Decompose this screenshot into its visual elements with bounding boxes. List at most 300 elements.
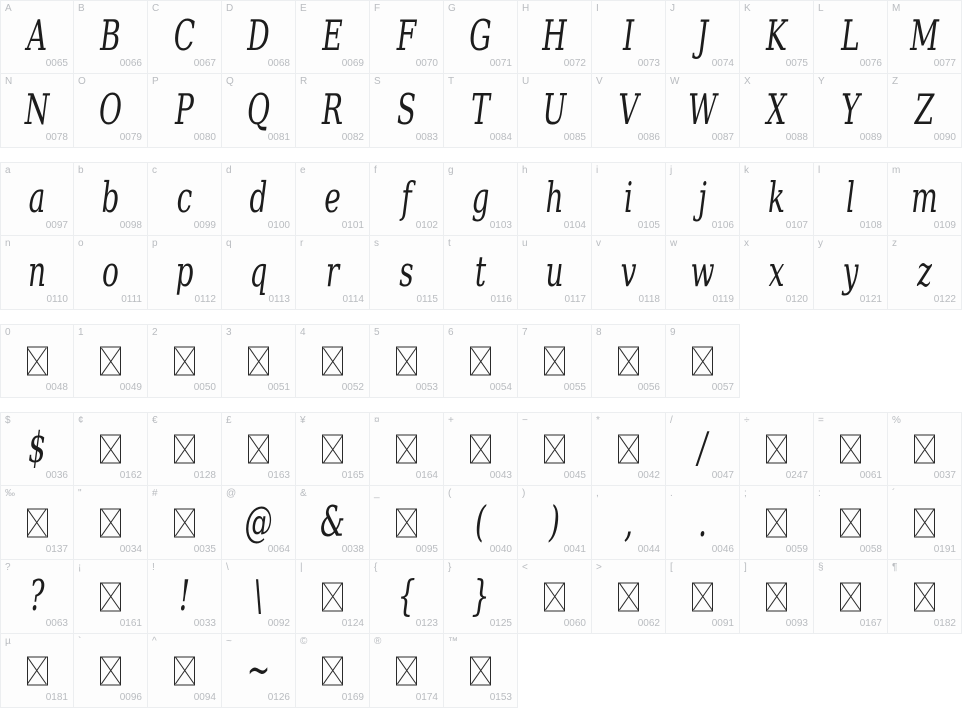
glyph-code-label: 0056 (637, 382, 660, 393)
glyph-code-label: 0091 (711, 618, 734, 629)
glyph-char-label: © (300, 636, 308, 647)
glyph-block-uppercase (0, 0, 970, 148)
glyph-code-label: 0137 (45, 544, 68, 555)
glyph-preview: z (917, 247, 932, 297)
glyph-code-label: 0128 (193, 470, 216, 481)
glyph-char-label: i (596, 165, 599, 176)
glyph-code-label: 0053 (415, 382, 438, 393)
notdef-glyph (814, 508, 887, 537)
glyph-cell[interactable] (666, 486, 740, 560)
glyph-char-label: O (78, 76, 86, 87)
notdef-box-icon (100, 435, 121, 464)
glyph-cell[interactable] (740, 0, 814, 74)
glyph-cell[interactable] (222, 236, 296, 310)
glyph-char-label: J (670, 3, 675, 14)
glyph-cell[interactable] (222, 634, 296, 708)
glyph-char-label: − (522, 415, 528, 426)
glyph-preview: h (545, 174, 564, 223)
notdef-box-icon (396, 347, 417, 376)
glyph-char-label: ¢ (78, 415, 84, 426)
glyph-cell[interactable] (592, 412, 666, 486)
glyph-cell[interactable] (740, 236, 814, 310)
glyph-preview: r (325, 247, 340, 297)
glyph-cell[interactable] (0, 560, 74, 634)
glyph-cell[interactable] (666, 560, 740, 634)
glyph-cell[interactable] (592, 324, 666, 398)
glyph-char-label: ¡ (78, 562, 82, 573)
glyph-code-label: 0064 (267, 544, 290, 555)
glyph-cell[interactable] (888, 412, 962, 486)
glyph-char-label: 7 (522, 327, 528, 338)
glyph-code-label: 0092 (267, 618, 290, 629)
glyph-char-label: } (448, 562, 452, 573)
glyph-cell[interactable] (666, 412, 740, 486)
glyph-code-label: 0123 (415, 618, 438, 629)
notdef-glyph (592, 582, 665, 611)
glyph-cell[interactable] (814, 486, 888, 560)
glyph-cell[interactable] (518, 74, 592, 148)
glyph-char-label: S (374, 76, 381, 87)
glyph-preview: E (322, 12, 343, 61)
glyph-char-label: q (226, 238, 232, 249)
glyph-cell[interactable] (370, 74, 444, 148)
glyph-cell[interactable] (0, 74, 74, 148)
glyph-cell[interactable] (148, 560, 222, 634)
glyph-block-lowercase (0, 162, 970, 310)
glyph-code-label: 0083 (415, 132, 438, 143)
glyph-cell[interactable] (370, 486, 444, 560)
glyph-code-label: 0112 (194, 294, 216, 305)
glyph-preview: F (396, 12, 417, 61)
glyph-cell[interactable] (148, 486, 222, 560)
glyph-char-label: N (5, 76, 13, 87)
glyph-cell[interactable] (444, 486, 518, 560)
glyph-code-label: 0088 (785, 132, 808, 143)
glyph-cell[interactable] (444, 324, 518, 398)
glyph-cell[interactable] (518, 412, 592, 486)
glyph-cell[interactable] (296, 74, 370, 148)
glyph-preview: K (766, 12, 787, 61)
glyph-cell[interactable] (74, 486, 148, 560)
glyph-cell[interactable] (740, 412, 814, 486)
glyph-preview: / (697, 424, 708, 473)
notdef-glyph (518, 347, 591, 376)
glyph-char-label: \ (226, 562, 229, 573)
notdef-box-icon (470, 347, 491, 376)
glyph-char-label: m (892, 165, 901, 176)
glyph-preview: { (397, 571, 416, 621)
glyph-code-label: 0087 (711, 132, 734, 143)
glyph-char-label: µ (5, 636, 11, 647)
glyph-cell[interactable] (222, 74, 296, 148)
glyph-cell[interactable] (444, 634, 518, 708)
glyph-cell[interactable] (444, 74, 518, 148)
glyph-preview: y (842, 247, 859, 297)
glyph-cell[interactable] (370, 634, 444, 708)
glyph-char-label: ` (78, 636, 82, 647)
glyph-code-label: 0041 (563, 544, 586, 555)
glyph-cell[interactable] (370, 324, 444, 398)
notdef-glyph (74, 508, 147, 537)
glyph-char-label: ; (744, 488, 747, 499)
glyph-code-label: 0090 (933, 132, 956, 143)
glyph-cell[interactable] (222, 324, 296, 398)
glyph-cell[interactable] (0, 162, 74, 236)
glyph-cell[interactable] (814, 0, 888, 74)
glyph-preview: x (768, 247, 785, 297)
glyph-char-label: T (448, 76, 455, 87)
glyph-code-label: 0058 (859, 544, 882, 555)
glyph-char-label: K (744, 3, 751, 14)
notdef-box-icon (322, 347, 343, 376)
notdef-glyph (888, 582, 961, 611)
notdef-glyph (1, 508, 73, 537)
glyph-cell[interactable] (370, 412, 444, 486)
glyph-cell[interactable] (222, 162, 296, 236)
glyph-char-label: 3 (226, 327, 232, 338)
glyph-char-label: 4 (300, 327, 306, 338)
glyph-code-label: 0034 (119, 544, 142, 555)
glyph-code-label: 0062 (637, 618, 660, 629)
glyph-char-label: a (5, 165, 11, 176)
glyph-code-label: 0116 (490, 294, 512, 305)
glyph-char-label: _ (374, 488, 380, 499)
glyph-code-label: 0110 (46, 294, 68, 305)
notdef-glyph (740, 435, 813, 464)
glyph-cell[interactable] (518, 236, 592, 310)
notdef-glyph (444, 435, 517, 464)
glyph-cell[interactable] (666, 74, 740, 148)
notdef-glyph (370, 508, 443, 537)
glyph-char-label: X (744, 76, 751, 87)
notdef-box-icon (174, 656, 195, 685)
glyph-code-label: 0079 (119, 132, 142, 143)
notdef-box-icon (100, 347, 121, 376)
glyph-preview: T (471, 85, 490, 135)
glyph-cell[interactable] (592, 74, 666, 148)
glyph-cell[interactable] (518, 560, 592, 634)
glyph-char-label: 1 (78, 327, 84, 338)
glyph-cell[interactable] (592, 236, 666, 310)
glyph-cell[interactable] (0, 236, 74, 310)
glyph-cell[interactable] (518, 162, 592, 236)
notdef-glyph (74, 582, 147, 611)
glyph-char-label: * (596, 415, 600, 426)
glyph-char-label: ™ (448, 636, 458, 647)
glyph-cell[interactable] (444, 0, 518, 74)
glyph-code-label: 0169 (341, 692, 364, 703)
glyph-cell[interactable] (148, 634, 222, 708)
glyph-code-label: 0043 (489, 470, 512, 481)
glyph-char-label: u (522, 238, 528, 249)
glyph-code-label: 0060 (563, 618, 586, 629)
glyph-cell[interactable] (888, 74, 962, 148)
glyph-code-label: 0125 (489, 618, 512, 629)
notdef-box-icon (322, 582, 343, 611)
glyph-cell[interactable] (296, 0, 370, 74)
notdef-glyph (888, 508, 961, 537)
glyph-cell[interactable] (296, 236, 370, 310)
glyph-cell[interactable] (370, 560, 444, 634)
glyph-code-label: 0191 (933, 544, 956, 555)
glyph-cell[interactable] (592, 162, 666, 236)
glyph-cell[interactable] (296, 634, 370, 708)
glyph-code-label: 0071 (489, 58, 512, 69)
glyph-cell[interactable] (888, 486, 962, 560)
glyph-cell[interactable] (814, 412, 888, 486)
glyph-char-label: ( (448, 488, 452, 499)
notdef-box-icon (914, 582, 935, 611)
glyph-code-label: 0153 (489, 692, 512, 703)
glyph-cell[interactable] (518, 0, 592, 74)
glyph-cell[interactable] (148, 162, 222, 236)
glyph-char-label: E (300, 3, 307, 14)
glyph-char-label: y (818, 238, 823, 249)
glyph-cell[interactable] (74, 560, 148, 634)
glyph-code-label: 0100 (267, 220, 290, 231)
notdef-box-icon (322, 656, 343, 685)
glyph-preview: s (399, 247, 414, 297)
glyph-preview: b (101, 174, 120, 223)
notdef-box-icon (544, 582, 565, 611)
notdef-glyph (148, 508, 221, 537)
glyph-cell[interactable] (296, 560, 370, 634)
glyph-cell[interactable] (0, 324, 74, 398)
glyph-char-label: c (152, 165, 157, 176)
glyph-char-label: = (818, 415, 824, 426)
glyph-char-label: 8 (596, 327, 602, 338)
notdef-glyph (74, 656, 147, 685)
glyph-code-label: 0165 (341, 470, 364, 481)
glyph-cell[interactable] (296, 412, 370, 486)
glyph-cell[interactable] (370, 162, 444, 236)
glyph-char-label: . (670, 488, 673, 499)
glyph-cell[interactable] (444, 412, 518, 486)
glyph-cell[interactable] (148, 412, 222, 486)
glyph-cell[interactable] (0, 486, 74, 560)
glyph-cell[interactable] (666, 236, 740, 310)
glyph-preview: & (319, 497, 345, 547)
glyph-cell[interactable] (888, 0, 962, 74)
glyph-cell[interactable] (148, 0, 222, 74)
notdef-box-icon (692, 347, 713, 376)
glyph-code-label: 0094 (193, 692, 216, 703)
notdef-box-icon (470, 435, 491, 464)
glyph-cell[interactable] (592, 560, 666, 634)
glyph-cell[interactable] (592, 486, 666, 560)
glyph-cell[interactable] (0, 0, 74, 74)
glyph-code-label: 0038 (341, 544, 364, 555)
notdef-glyph (148, 656, 221, 685)
glyph-code-label: 0085 (563, 132, 586, 143)
glyph-cell[interactable] (222, 0, 296, 74)
glyph-preview: c (176, 174, 193, 223)
glyph-cell[interactable] (222, 412, 296, 486)
glyph-cell[interactable] (740, 74, 814, 148)
glyph-preview: @ (244, 497, 273, 547)
notdef-glyph (370, 435, 443, 464)
notdef-box-icon (322, 435, 343, 464)
notdef-glyph (444, 656, 517, 685)
glyph-char-label: e (300, 165, 306, 176)
glyph-cell[interactable] (814, 560, 888, 634)
glyph-cell[interactable] (296, 486, 370, 560)
glyph-cell[interactable] (888, 560, 962, 634)
glyph-cell[interactable] (666, 162, 740, 236)
glyph-cell[interactable] (888, 162, 962, 236)
glyph-code-label: 0109 (933, 220, 956, 231)
glyph-cell[interactable] (148, 74, 222, 148)
glyph-cell[interactable] (0, 412, 74, 486)
glyph-char-label: 2 (152, 327, 158, 338)
glyph-code-label: 0072 (563, 58, 586, 69)
notdef-glyph (370, 347, 443, 376)
glyph-cell[interactable] (74, 236, 148, 310)
glyph-char-label: h (522, 165, 528, 176)
notdef-box-icon (618, 347, 639, 376)
glyph-char-label: 9 (670, 327, 676, 338)
glyph-char-label: p (152, 238, 158, 249)
glyph-code-label: 0049 (119, 382, 142, 393)
notdef-box-icon (174, 347, 195, 376)
glyph-char-label: W (670, 76, 680, 87)
glyph-cell[interactable] (74, 412, 148, 486)
glyph-code-label: 0081 (267, 132, 290, 143)
glyph-cell[interactable] (518, 486, 592, 560)
glyph-preview: f (401, 174, 412, 223)
glyph-preview: . (698, 497, 707, 547)
glyph-cell[interactable] (370, 236, 444, 310)
glyph-cell[interactable] (296, 162, 370, 236)
glyph-code-label: 0054 (489, 382, 512, 393)
glyph-cell[interactable] (444, 236, 518, 310)
notdef-box-icon (544, 435, 565, 464)
glyph-code-label: 0057 (711, 382, 734, 393)
notdef-box-icon (766, 508, 787, 537)
glyph-cell[interactable] (444, 560, 518, 634)
glyph-code-label: 0078 (45, 132, 68, 143)
glyph-code-label: 0080 (193, 132, 216, 143)
glyph-char-label: d (226, 165, 232, 176)
glyph-char-label: ? (5, 562, 11, 573)
glyph-preview: Q (246, 85, 271, 135)
glyph-preview: H (542, 12, 567, 61)
glyph-char-label: Y (818, 76, 825, 87)
glyph-code-label: 0122 (933, 294, 956, 305)
glyph-code-label: 0084 (489, 132, 512, 143)
glyph-code-label: 0065 (45, 58, 68, 69)
notdef-box-icon (248, 435, 269, 464)
glyph-preview: ( (475, 497, 486, 547)
glyph-preview: B (100, 12, 121, 61)
glyph-cell[interactable] (74, 634, 148, 708)
glyph-code-label: 0099 (193, 220, 216, 231)
glyph-char-label: { (374, 562, 378, 573)
notdef-box-icon (840, 508, 861, 537)
glyph-code-label: 0037 (933, 470, 956, 481)
glyph-cell[interactable] (0, 634, 74, 708)
glyph-cell[interactable] (666, 324, 740, 398)
glyph-preview: o (102, 247, 119, 297)
glyph-code-label: 0048 (45, 382, 68, 393)
glyph-char-label: n (5, 238, 11, 249)
glyph-char-label: f (374, 165, 377, 176)
glyph-preview: i (624, 174, 633, 223)
glyph-code-label: 0174 (415, 692, 438, 703)
glyph-code-label: 0108 (859, 220, 882, 231)
glyph-code-label: 0111 (121, 294, 142, 305)
glyph-char-label: 0 (5, 327, 11, 338)
glyph-char-label: ) (522, 488, 526, 499)
glyph-cell[interactable] (518, 324, 592, 398)
glyph-cell[interactable] (888, 236, 962, 310)
glyph-preview: L (841, 12, 860, 61)
glyph-cell[interactable] (74, 324, 148, 398)
glyph-code-label: 0061 (859, 470, 882, 481)
glyph-cell[interactable] (814, 162, 888, 236)
glyph-char-label: + (448, 415, 454, 426)
glyph-cell[interactable] (814, 74, 888, 148)
glyph-char-label: t (448, 238, 451, 249)
glyph-cell[interactable] (74, 0, 148, 74)
glyph-preview: U (542, 85, 567, 135)
notdef-box-icon (396, 435, 417, 464)
glyph-char-label: > (596, 562, 602, 573)
glyph-code-label: 0046 (711, 544, 734, 555)
notdef-glyph (814, 582, 887, 611)
glyph-char-label: l (818, 165, 821, 176)
glyph-cell[interactable] (740, 560, 814, 634)
glyph-code-label: 0161 (119, 618, 142, 629)
glyph-cell[interactable] (148, 236, 222, 310)
notdef-box-icon (544, 347, 565, 376)
glyph-char-label: € (152, 415, 158, 426)
glyph-code-label: 0115 (416, 294, 438, 305)
glyph-code-label: 0107 (785, 220, 808, 231)
notdef-glyph (74, 435, 147, 464)
glyph-code-label: 0063 (45, 618, 68, 629)
glyph-cell[interactable] (666, 0, 740, 74)
glyph-cell[interactable] (222, 486, 296, 560)
glyph-cell[interactable] (592, 0, 666, 74)
glyph-cell[interactable] (814, 236, 888, 310)
glyph-char-label: A (5, 3, 12, 14)
glyph-cell[interactable] (740, 162, 814, 236)
glyph-char-label: B (78, 3, 85, 14)
notdef-box-icon (27, 347, 48, 376)
glyph-code-label: 0101 (341, 220, 364, 231)
glyph-cell[interactable] (148, 324, 222, 398)
glyph-cell[interactable] (444, 162, 518, 236)
glyph-cell[interactable] (296, 324, 370, 398)
glyph-preview: k (767, 174, 786, 223)
notdef-box-icon (27, 508, 48, 537)
glyph-char-label: 5 (374, 327, 380, 338)
glyph-code-label: 0073 (637, 58, 660, 69)
glyph-cell[interactable] (74, 74, 148, 148)
glyph-char-label: H (522, 3, 530, 14)
glyph-cell[interactable] (370, 0, 444, 74)
glyph-cell[interactable] (740, 486, 814, 560)
glyph-char-label: k (744, 165, 749, 176)
glyph-char-label: / (670, 415, 673, 426)
glyph-preview: V (618, 85, 639, 135)
glyph-preview: a (28, 174, 46, 223)
glyph-char-label: g (448, 165, 454, 176)
glyph-cell[interactable] (222, 560, 296, 634)
glyph-char-label: [ (670, 562, 673, 573)
glyph-cell[interactable] (74, 162, 148, 236)
